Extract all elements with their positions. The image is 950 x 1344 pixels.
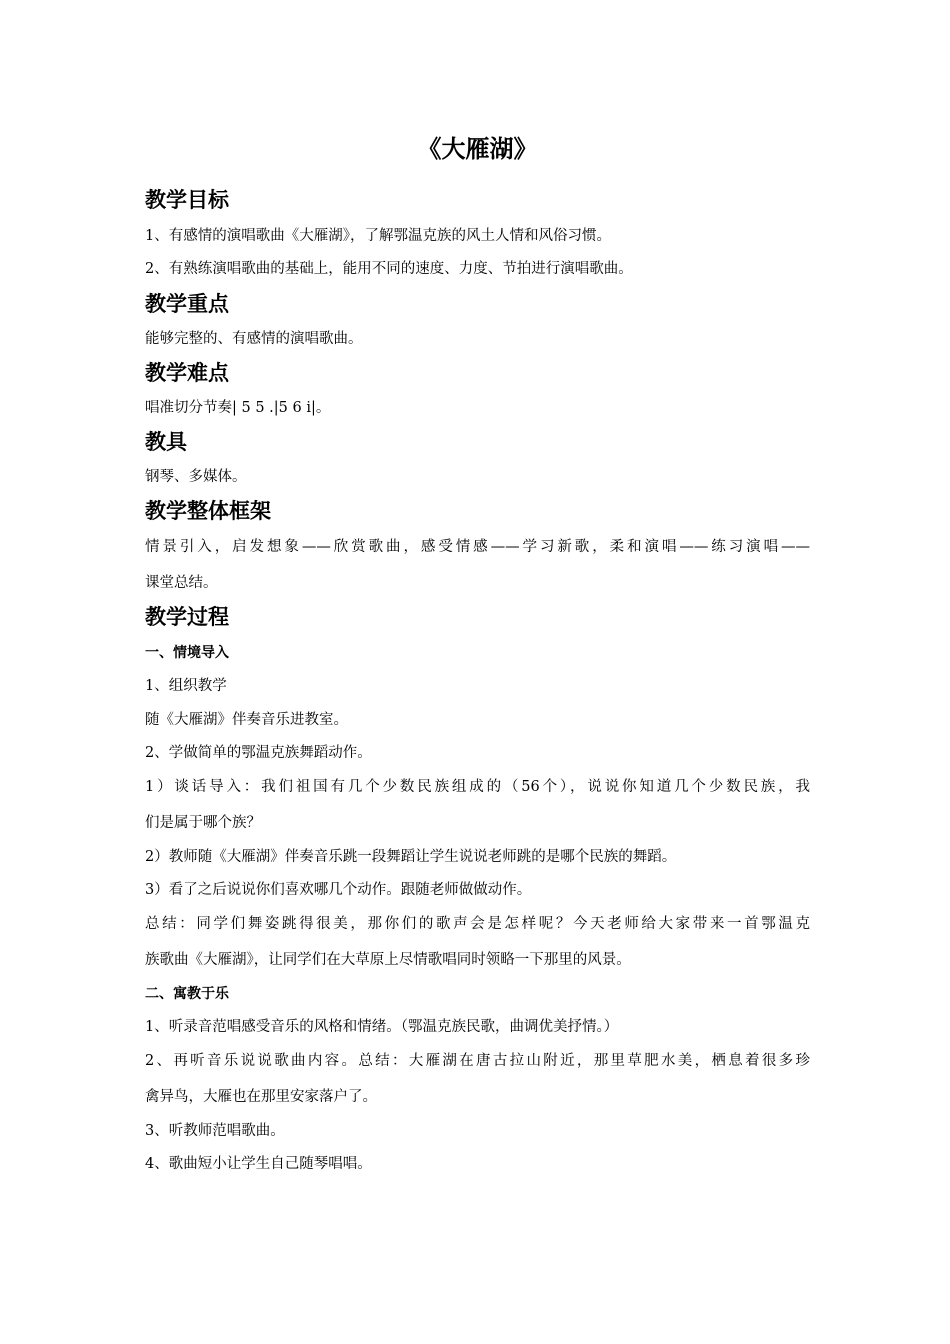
process-line: 族歌曲《大雁湖》，让同学们在大草原上尽情歌唱同时领略一下那里的风景。 (145, 952, 631, 968)
key-points-text: 能够完整的、有感情的演唱歌曲。 (145, 331, 363, 347)
process-line: 1、听录音范唱感受音乐的风格和情绪。（鄂温克族民歌，曲调优美抒情。） (145, 1019, 619, 1035)
tools-text: 钢琴、多媒体。 (145, 469, 247, 485)
goal-item-2: 2、有熟练演唱歌曲的基础上，能用不同的速度、力度、节拍进行演唱歌曲。 (145, 261, 633, 277)
heading-tools: 教具 (145, 430, 187, 454)
heading-key-points: 教学重点 (145, 292, 229, 316)
process-line: 1、组织教学 (145, 678, 227, 694)
process-line: 随《大雁湖》伴奏音乐进教室。 (145, 712, 348, 728)
process-line: 1）谈话导入：我们祖国有几个少数民族组成的（56个），说说你知道几个少数民族，我 (145, 779, 810, 795)
process-line: 3、听教师范唱歌曲。 (145, 1123, 285, 1139)
subheading-learning-in-fun: 二、寓教于乐 (145, 986, 229, 1002)
difficulties-text: 唱准切分节奏| 5 5 .|5 6 i|。 (145, 400, 331, 416)
framework-line-2: 课堂总结。 (145, 575, 218, 591)
subheading-situation-intro: 一、情境导入 (145, 645, 229, 661)
process-line: 们是属于哪个族？ (145, 815, 261, 831)
heading-teaching-goals: 教学目标 (145, 188, 229, 212)
process-line: 3）看了之后说说你们喜欢哪几个动作。跟随老师做做动作。 (145, 882, 532, 898)
heading-framework: 教学整体框架 (145, 499, 271, 523)
heading-teaching-process: 教学过程 (145, 605, 229, 629)
process-line: 2、学做简单的鄂温克族舞蹈动作。 (145, 745, 372, 761)
framework-line-1: 情景引入，启发想象——欣赏歌曲，感受情感——学习新歌，柔和演唱——练习演唱—— (145, 539, 810, 555)
heading-difficulties: 教学难点 (145, 361, 229, 385)
process-line: 禽异鸟，大雁也在那里安家落户了。 (145, 1089, 377, 1105)
process-line: 2、再听音乐说说歌曲内容。总结：大雁湖在唐古拉山附近，那里草肥水美，栖息着很多珍 (145, 1053, 810, 1069)
document-title: 《大雁湖》 (417, 135, 538, 163)
goal-item-1: 1、有感情的演唱歌曲《大雁湖》，了解鄂温克族的风土人情和风俗习惯。 (145, 228, 611, 244)
process-line: 4、歌曲短小让学生自己随琴唱唱。 (145, 1156, 372, 1172)
process-line: 总结：同学们舞姿跳得很美，那你们的歌声会是怎样呢？今天老师给大家带来一首鄂温克 (145, 916, 810, 932)
process-line: 2）教师随《大雁湖》伴奏音乐跳一段舞蹈让学生说说老师跳的是哪个民族的舞蹈。 (145, 849, 677, 865)
